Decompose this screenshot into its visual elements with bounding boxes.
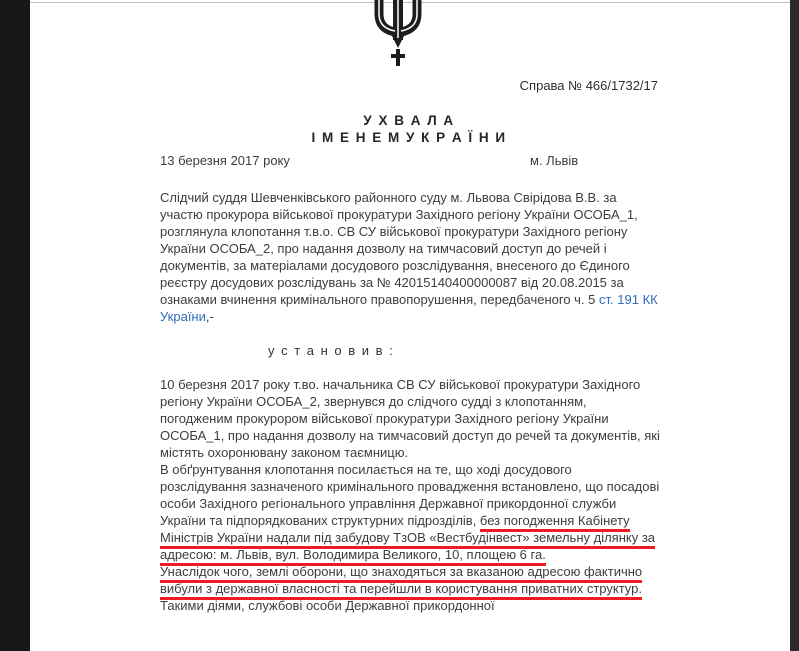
document-body	[160, 189, 660, 614]
grounds-text: В обґрунтування клопотання посилається на те, що ході досудового розслідування зазначеного кримінального провадження встановлено, що посадові особи Західного регіонального управління Державної прикордонної служби України та підпорядкованих структурних підрозділів,	[160, 462, 660, 528]
ukraine-trident-icon	[366, 0, 430, 68]
red-underline-annotation: Унаслідок чого, землі оборони, що знаходяться за вказаною адресою фактично вибули з державної власності та перейшли в користування приватних структур.	[160, 564, 642, 600]
title-line-imenem-ukrainy: І М Е Н Е М У К Р А Ї Н И	[311, 130, 507, 145]
red-underline-annotation: без погодження Кабінету Міністрів України надали під забудову ТзОВ «Вестбудінвест» земельну ділянку за адресою: м. Львів, вул. Володимира Великого, 10, площею 6 га.	[160, 513, 655, 566]
paragraph-intro	[160, 189, 660, 325]
intro-text: Слідчий суддя Шевченківського районного суду м. Львова Свірідова В.В. за участю прокурора військової прокуратури Західного регіону України ОСОБА_1, розглянула клопотання т.в.о. СВ СУ військової прокуратури Західного регіону України ОСОБА_2, про надання дозволу на тимчасовий доступ до речей і документів, за матеріалами досудового розслідування, внесеного до Єдиного реєстру досудових розслідувань за № 42015140400000087 від 20.08.2015 за ознаками вчинення кримінального правопорушення, передбаченого ч. 5	[160, 190, 638, 307]
law-reference-link[interactable]: ст. 191 КК України	[160, 292, 658, 324]
decision-place: м. Львів	[530, 153, 579, 168]
document-title	[160, 112, 658, 146]
decision-date: 13 березня 2017 року	[160, 153, 290, 168]
paragraph-grounds	[160, 461, 660, 563]
consequences-tail: Такими діями, службові особи Державної прикордонної	[160, 598, 495, 613]
paragraph-request: 10 березня 2017 року т.во. начальника СВ СУ військової прокуратури Західного регіону України ОСОБА_2, звернувся до слідчого судді з клопотанням, погодженим прокурором військової прокуратури Західного регіону України ОСОБА_1, про надання дозволу на тимчасовий доступ до речей та документів, які містять охоронювану законом таємницю.	[160, 377, 660, 460]
title-line-uhvala: У Х В А Л А	[363, 113, 455, 128]
date-place-line	[160, 153, 658, 168]
paragraph-consequences	[160, 563, 660, 614]
page-left-dark-edge	[0, 0, 30, 651]
case-number: Справа № 466/1732/17	[519, 78, 658, 93]
intro-tail: ,-	[205, 309, 214, 324]
resolution-word: у с т а н о в и в :	[268, 343, 395, 358]
page-right-dark-edge	[790, 0, 799, 651]
